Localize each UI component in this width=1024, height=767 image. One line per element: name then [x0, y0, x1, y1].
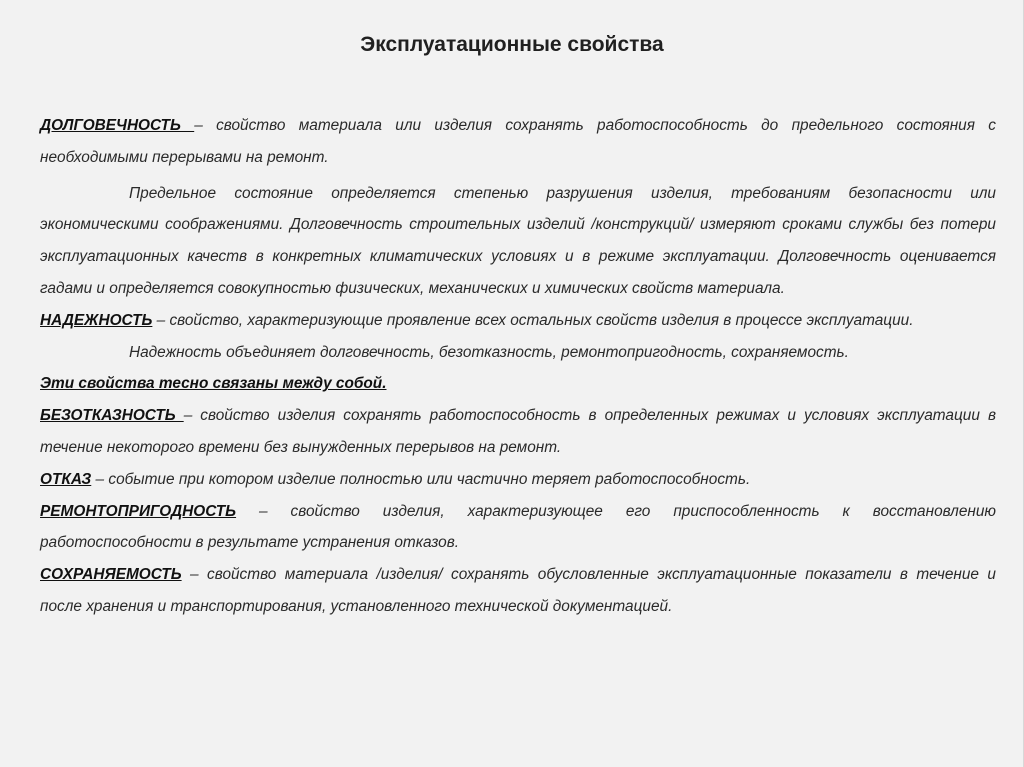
linked-note: Эти свойства тесно связаны между собой. — [40, 375, 387, 393]
term-durability: ДОЛГОВЕЧНОСТЬ — [40, 117, 195, 134]
paragraph-limit-state: Предельное состояние определяется степенью разрушения изделия, требованиям безопасности или экономическими соображениями. Долговечность строительных изделий /конструкций/ измеряют сроками службы без потери эксплуатационных качеств в конкретных климатических условиях и в режиме эксплуатации. Долговечность оценивается гадами и определяется совокупностью физических, механических и химических свойств материала. — [40, 184, 996, 297]
definition-reliability: – свойство, характеризующие проявление всех остальных свойств изделия в процессе эксплуатации. — [152, 311, 914, 329]
definition-failure: – событие при котором изделие полностью или частично теряет работоспособность. — [91, 470, 751, 488]
paragraph-storability — [40, 559, 996, 623]
definition-durability: – свойство материала или изделия сохранять работоспособность до предельного состояния с необходимыми перерывами на ремонт. — [40, 117, 996, 166]
term-failure: ОТКАЗ — [40, 470, 92, 488]
slide-body — [40, 110, 996, 623]
definition-maintainability: – свойство изделия, характеризующее его приспособленность к восстановлению работоспособности в результате устранения отказов. — [40, 502, 996, 552]
term-failure-free: БЕЗОТКАЗНОСТЬ — [40, 407, 184, 425]
term-storability: СОХРАНЯЕМОСТЬ — [40, 566, 182, 584]
definition-storability: – свойство материала /изделия/ сохранять обусловленные эксплуатационные показатели в течение и после хранения и транспортирования, установленного технической документацией. — [40, 566, 996, 615]
definition-failure-free: – свойство изделия сохранять работоспособность в определенных режимах и условиях эксплуатации в течение некоторого времени без вынужденных перерывов на ремонт. — [40, 407, 996, 456]
paragraph-failure-free — [40, 400, 996, 464]
term-maintainability: РЕМОНТОПРИГОДНОСТЬ — [40, 502, 237, 520]
slide-title: Эксплуатационные свойства — [360, 33, 664, 56]
paragraph-failure — [40, 464, 996, 496]
paragraph-reliability — [40, 305, 996, 337]
paragraph-durability — [40, 110, 996, 174]
paragraph-maintainability — [40, 496, 996, 560]
term-reliability: НАДЕЖНОСТЬ — [40, 311, 153, 329]
paragraph-reliability-note: Надежность объединяет долговечность, безотказность, ремонтопригодность, сохраняемость. — [129, 343, 849, 361]
paragraph-linked-note — [40, 368, 996, 400]
